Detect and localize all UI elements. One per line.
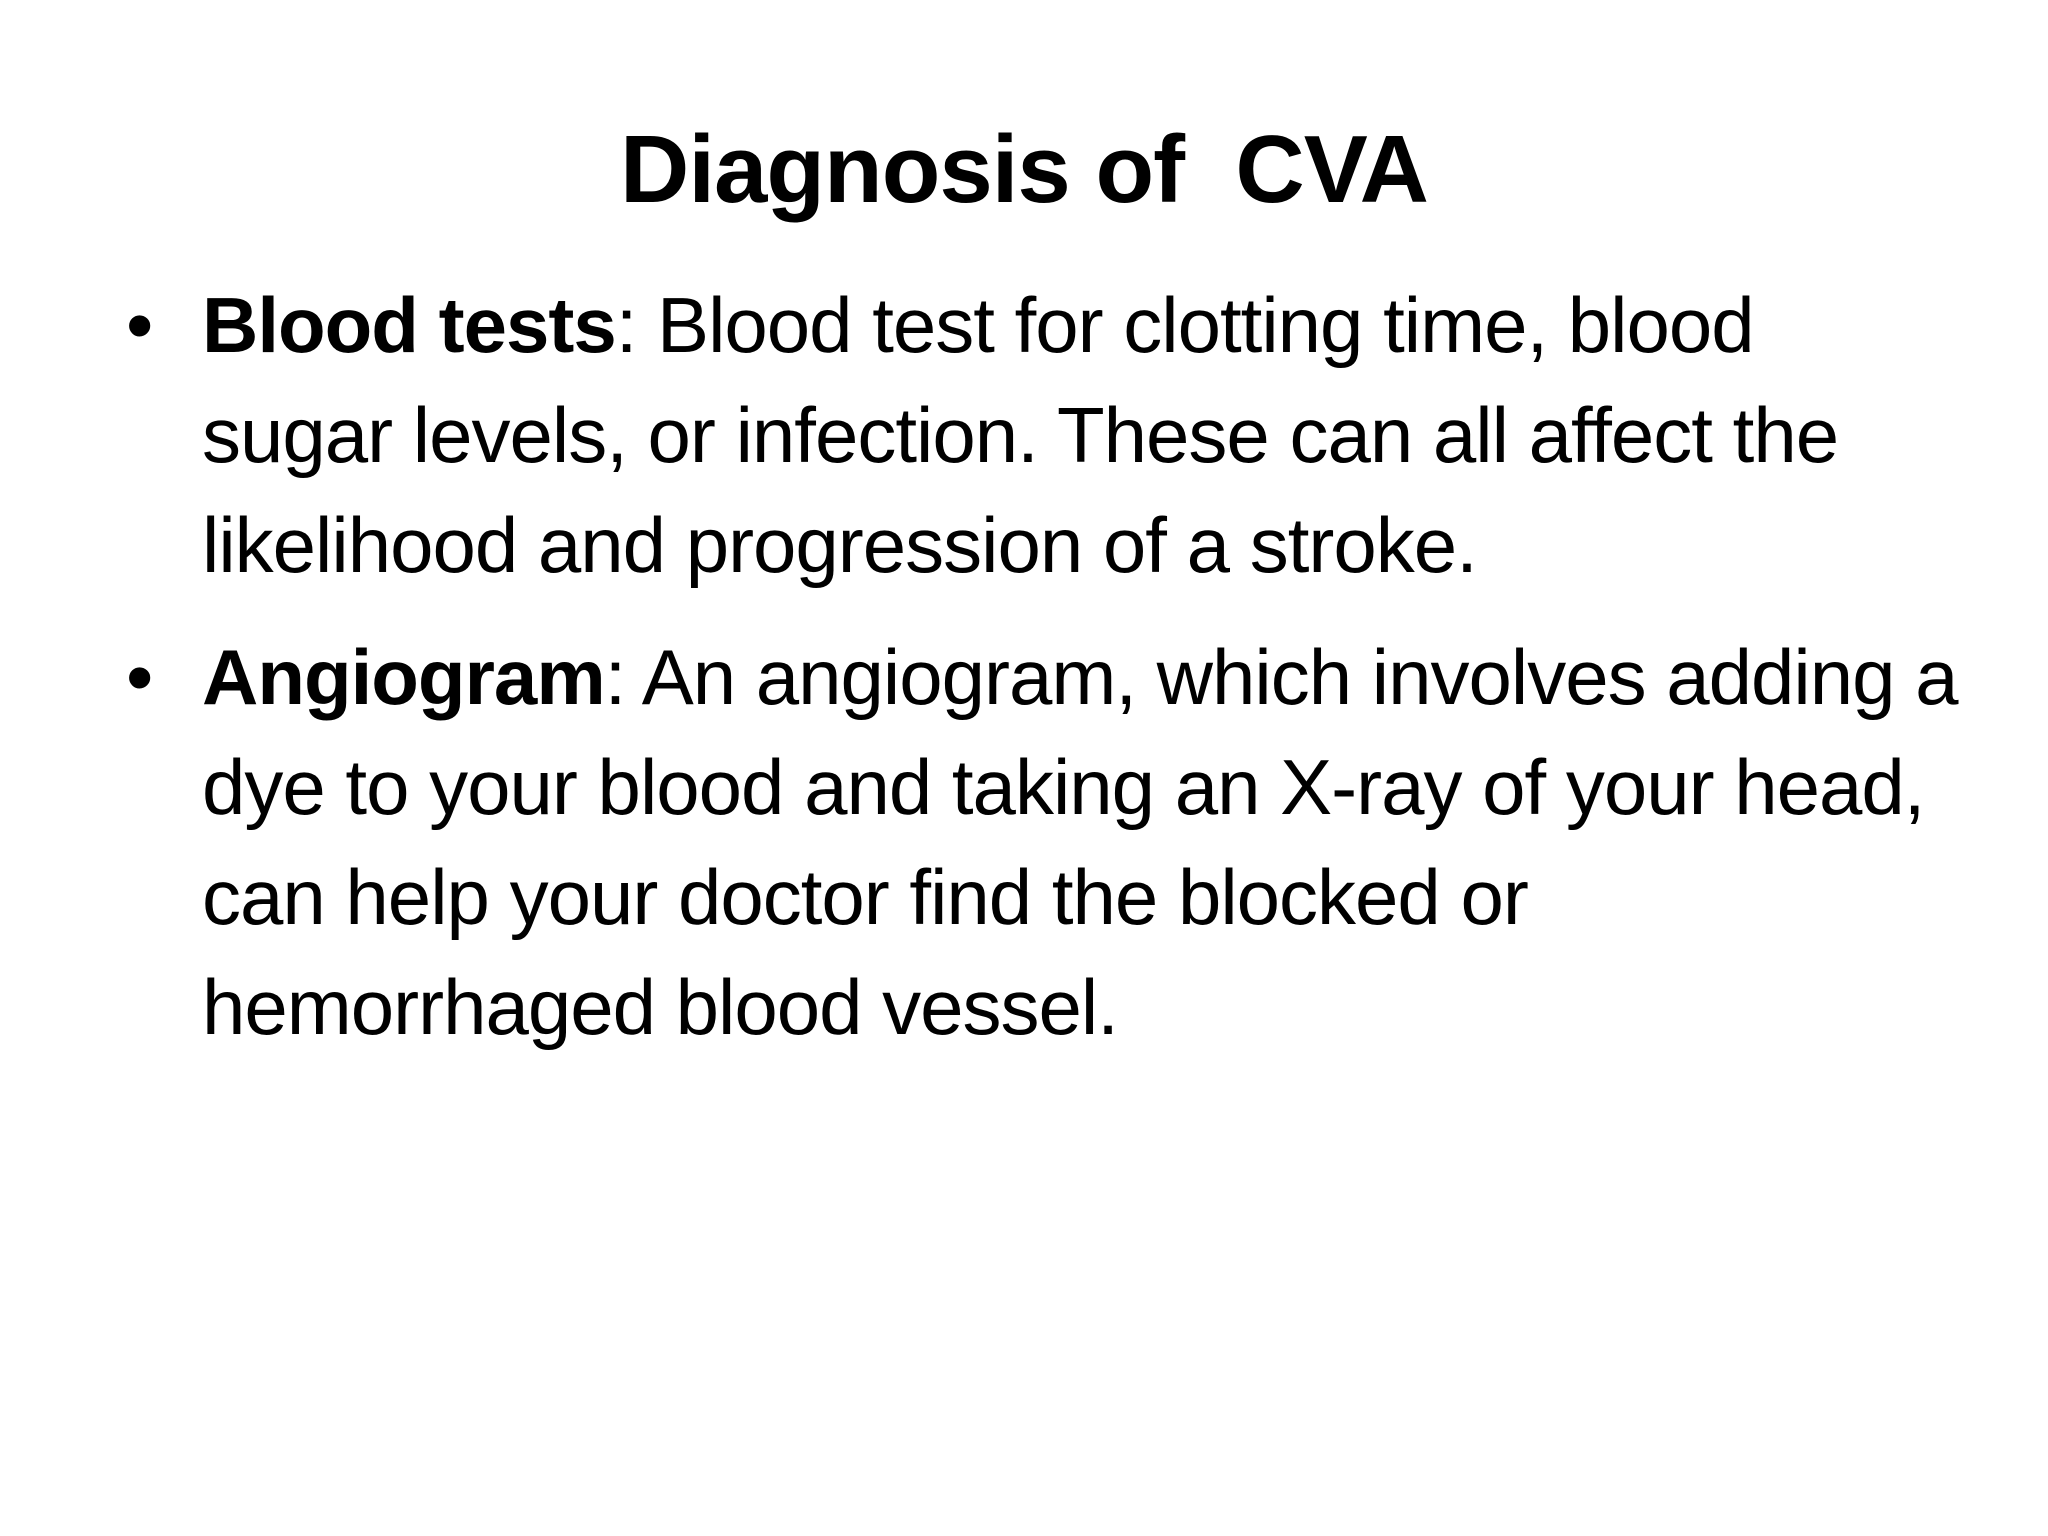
bullet-marker: • <box>126 281 153 369</box>
bullet-item-angiogram <box>120 622 1960 1062</box>
bullet-separator: : <box>615 281 637 369</box>
bullet-item-blood-tests <box>120 270 1960 600</box>
bullet-term: Angiogram <box>202 633 605 721</box>
slide-title: Diagnosis of CVA <box>620 116 1428 223</box>
bullet-text: An angiogram, which involves adding a dye to your blood and taking an X-ray of your head, can help your doctor find the blocked or hemorrhaged blood vessel. <box>202 633 1958 1051</box>
bullet-list <box>120 270 1960 1084</box>
bullet-text: Blood test for clotting time, blood sugar levels, or infection. These can all affect the likelihood and progression of a stroke. <box>202 281 1839 589</box>
bullet-marker: • <box>126 633 153 721</box>
bullet-separator: : <box>604 633 626 721</box>
bullet-term: Blood tests <box>202 281 616 369</box>
